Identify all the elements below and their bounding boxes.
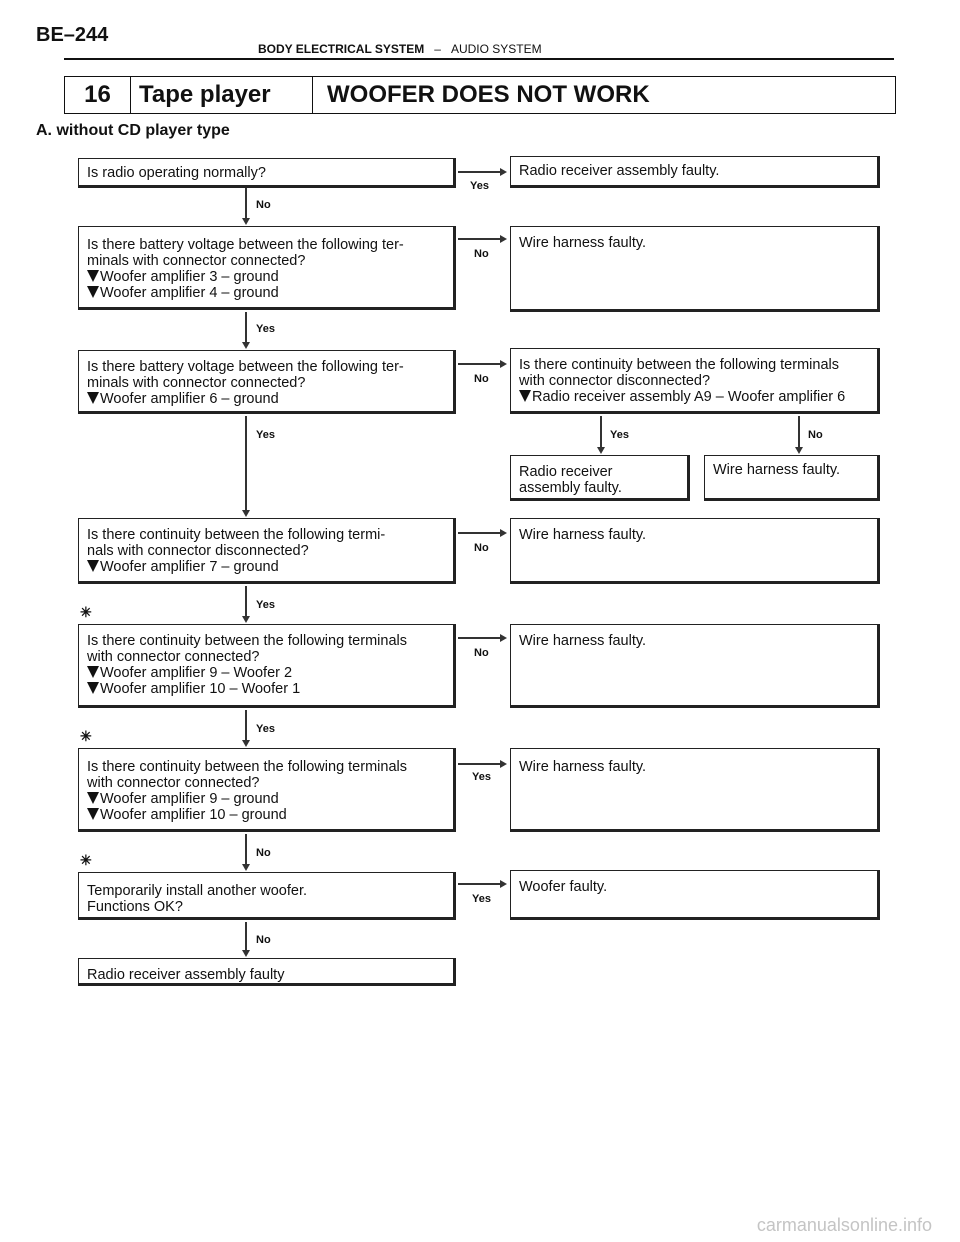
box-text-line: Radio receiver assembly faulty — [87, 967, 285, 983]
subtitle: A. without CD player type — [36, 122, 230, 139]
branch-label-no: No — [256, 199, 271, 211]
triangle-bullet-icon — [87, 666, 99, 678]
connector-line — [245, 312, 247, 342]
connector-line — [458, 171, 500, 173]
title-table — [64, 76, 896, 114]
triangle-bullet-icon — [87, 792, 99, 804]
bullet-item — [519, 389, 869, 405]
triangle-bullet-icon — [519, 390, 531, 402]
problem-number: 16 — [65, 77, 131, 113]
branch-label-yes: Yes — [470, 180, 489, 192]
step-3-check-box — [510, 348, 880, 414]
branch-label-no: No — [256, 847, 271, 859]
connector-line — [245, 188, 247, 218]
box-text-line: Is there continuity between the following termi- — [87, 527, 386, 543]
branch-label-yes: Yes — [472, 893, 491, 905]
step-7-box — [78, 872, 456, 920]
header-rule — [64, 58, 894, 60]
connector-line — [458, 532, 500, 534]
box-text-line: Wire harness faulty. — [519, 633, 647, 649]
step-4-box — [78, 518, 456, 584]
connector-line — [458, 883, 500, 885]
bullet-text: Woofer amplifier 6 – ground — [100, 391, 279, 407]
connector-line — [245, 710, 247, 740]
bullet-item — [87, 391, 445, 407]
box-text-line: Radio receiver — [519, 464, 613, 480]
box-text-line: with connector disconnected? — [519, 373, 711, 389]
box-text-line: Temporarily install another woofer. — [87, 883, 308, 899]
section-title: BODY ELECTRICAL SYSTEM — [258, 42, 425, 56]
branch-label-no: No — [474, 647, 489, 659]
arrow-right — [500, 634, 507, 642]
branch-label-no: No — [256, 934, 271, 946]
arrow-right — [500, 760, 507, 768]
step-3-yes-box — [510, 455, 690, 501]
problem-title: WOOFER DOES NOT WORK — [327, 81, 650, 108]
connector-line — [245, 922, 247, 950]
watermark: carmanualsonline.info — [756, 1215, 932, 1235]
triangle-bullet-icon — [87, 682, 99, 694]
step-6-box — [78, 748, 456, 832]
connector-line — [600, 416, 602, 447]
arrow-down — [242, 218, 250, 225]
arrow-down — [242, 950, 250, 957]
box-text-line: Functions OK? — [87, 899, 183, 915]
branch-label-yes: Yes — [256, 429, 275, 441]
asterisk-marker-icon: ✳ — [80, 728, 92, 744]
page-number: BE–244 — [36, 24, 109, 46]
connector-line — [458, 637, 500, 639]
box-text-line: with connector connected? — [87, 649, 260, 665]
arrow-down — [242, 510, 250, 517]
box-text-line: Radio receiver assembly faulty. — [519, 163, 720, 179]
branch-label-yes: Yes — [472, 771, 491, 783]
bullet-item — [87, 791, 445, 807]
step-6-result-box — [510, 748, 880, 832]
box-text-line: minals with connector connected? — [87, 253, 306, 269]
box-text-line: Is there battery voltage between the following ter- — [87, 237, 404, 253]
branch-label-yes: Yes — [256, 723, 275, 735]
connector-line — [245, 416, 247, 510]
arrow-down — [242, 864, 250, 871]
connector-line — [798, 416, 800, 447]
arrow-right — [500, 235, 507, 243]
branch-label-yes: Yes — [256, 323, 275, 335]
box-text-line: assembly faulty. — [519, 480, 622, 496]
subsection-title: AUDIO SYSTEM — [450, 42, 542, 56]
box-text-line: Woofer faulty. — [519, 879, 608, 895]
branch-label-no: No — [474, 373, 489, 385]
bullet-item — [87, 681, 445, 697]
box-text-line: Wire harness faulty. — [519, 759, 647, 775]
box-text-line: Wire harness faulty. — [519, 527, 647, 543]
triangle-bullet-icon — [87, 808, 99, 820]
branch-label-no: No — [474, 542, 489, 554]
bullet-item — [87, 665, 445, 681]
triangle-bullet-icon — [87, 270, 99, 282]
branch-label-yes: Yes — [610, 429, 629, 441]
arrow-right — [500, 360, 507, 368]
running-header — [258, 42, 542, 56]
component-name: Tape player — [131, 77, 313, 113]
arrow-down — [242, 740, 250, 747]
box-text-line: nals with connector disconnected? — [87, 543, 309, 559]
triangle-bullet-icon — [87, 560, 99, 572]
box-text-line: Is radio operating normally? — [87, 165, 266, 181]
connector-line — [458, 763, 500, 765]
asterisk-marker-icon: ✳ — [80, 604, 92, 620]
step-1-result-box — [510, 156, 880, 188]
arrow-right — [500, 880, 507, 888]
asterisk-marker-icon: ✳ — [80, 852, 92, 868]
box-text-line: Is there continuity between the following terminals — [519, 357, 839, 373]
step-2-box — [78, 226, 456, 310]
arrow-right — [500, 168, 507, 176]
bullet-text: Woofer amplifier 9 – ground — [100, 791, 279, 807]
step-1-box — [78, 158, 456, 188]
bullet-text: Woofer amplifier 3 – ground — [100, 269, 279, 285]
header-separator: – — [434, 42, 441, 56]
bullet-text: Radio receiver assembly A9 – Woofer amplifier 6 — [532, 389, 846, 405]
step-3-no-box — [704, 455, 880, 501]
bullet-item — [87, 807, 445, 823]
box-text-line: Wire harness faulty. — [519, 235, 647, 251]
step-5-result-box — [510, 624, 880, 708]
arrow-down — [242, 342, 250, 349]
step-3-box — [78, 350, 456, 414]
step-4-result-box — [510, 518, 880, 584]
final-result-box — [78, 958, 456, 986]
bullet-text: Woofer amplifier 4 – ground — [100, 285, 279, 301]
connector-line — [245, 586, 247, 616]
bullet-item — [87, 559, 445, 575]
bullet-text: Woofer amplifier 10 – ground — [100, 807, 287, 823]
arrow-down — [242, 616, 250, 623]
step-2-result-box — [510, 226, 880, 312]
arrow-down — [795, 447, 803, 454]
bullet-item — [87, 285, 445, 301]
connector-line — [458, 238, 500, 240]
bullet-text: Woofer amplifier 7 – ground — [100, 559, 279, 575]
bullet-text: Woofer amplifier 10 – Woofer 1 — [100, 681, 301, 697]
bullet-item — [87, 269, 445, 285]
box-text-line: Is there continuity between the following terminals — [87, 633, 407, 649]
box-text-line: Wire harness faulty. — [713, 462, 841, 478]
box-text-line: Is there battery voltage between the following ter- — [87, 359, 404, 375]
box-text-line: with connector connected? — [87, 775, 260, 791]
arrow-right — [500, 529, 507, 537]
triangle-bullet-icon — [87, 286, 99, 298]
connector-line — [245, 834, 247, 864]
branch-label-no: No — [808, 429, 823, 441]
box-text-line: Is there continuity between the following terminals — [87, 759, 407, 775]
box-text-line: minals with connector connected? — [87, 375, 306, 391]
step-5-box — [78, 624, 456, 708]
branch-label-no: No — [474, 248, 489, 260]
connector-line — [458, 363, 500, 365]
triangle-bullet-icon — [87, 392, 99, 404]
bullet-text: Woofer amplifier 9 – Woofer 2 — [100, 665, 293, 681]
step-7-result-box — [510, 870, 880, 920]
arrow-down — [597, 447, 605, 454]
branch-label-yes: Yes — [256, 599, 275, 611]
